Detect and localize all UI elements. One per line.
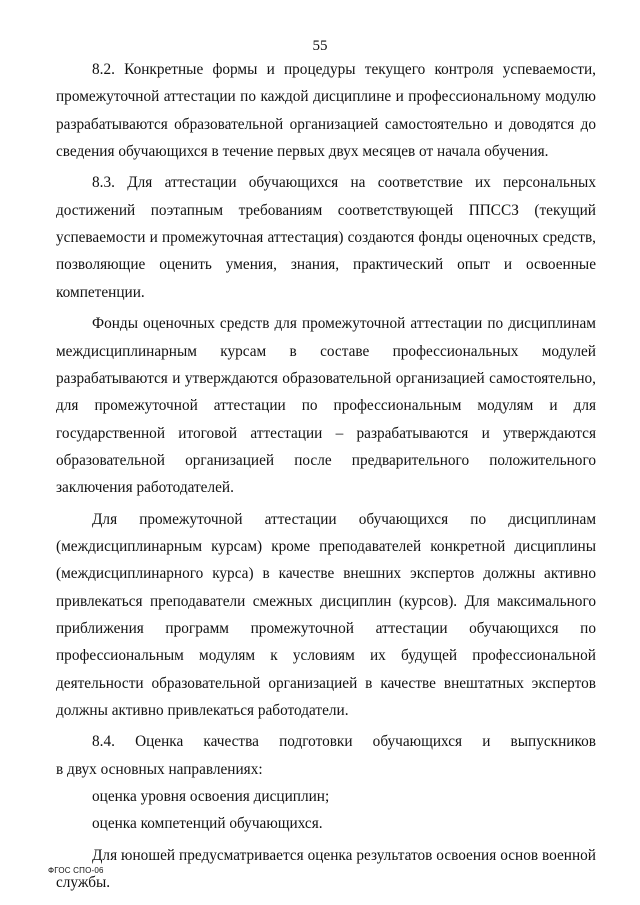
text-line: привлекаться преподаватели смежных дисциплин (курсов). Для максимального	[56, 592, 596, 610]
text-line: (междисциплинарного курса) в качестве внешних экспертов должны активно	[56, 565, 596, 583]
text-line: позволяющие оценить умения, знания, практический опыт и освоенные	[56, 256, 596, 274]
text-line: приближения программ промежуточной аттестации обучающихся по	[56, 620, 596, 637]
text-line: компетенции.	[56, 283, 145, 301]
footer-label: ФГОС СПО-06	[48, 866, 104, 875]
text-line: оценка уровня освоения дисциплин;	[92, 788, 330, 806]
text-line: разрабатываются и утверждаются образовательной организацией самостоятельно,	[56, 369, 596, 387]
text-line: Для промежуточной аттестации обучающихся по дисциплинам	[92, 510, 596, 528]
text-line: должны активно привлекаться работодатели.	[56, 702, 349, 720]
text-line: государственной итоговой аттестации – разрабатываются и утверждаются	[56, 424, 596, 442]
text-line: деятельности образовательной организацией в качестве внештатных экспертов	[56, 674, 596, 692]
text-line: разрабатываются образовательной организацией самостоятельно и доводятся до	[56, 115, 596, 133]
text-line: в двух основных направлениях:	[56, 760, 263, 778]
text-line: 8.3. Для аттестации обучающихся на соответствие их персональных	[92, 174, 596, 192]
text-line: заключения работодателей.	[56, 479, 234, 497]
text-line: профессиональным модулям к условиям их будущей профессиональной	[56, 647, 596, 665]
text-line: 8.4. Оценка качества подготовки обучающихся и выпускников	[92, 733, 596, 751]
text-line: достижений поэтапным требованиям соответствующей ППССЗ (текущий	[56, 201, 596, 219]
text-line: 8.2. Конкретные формы и процедуры текущего контроля успеваемости,	[92, 61, 596, 78]
text-line: междисциплинарным курсам в составе профессиональных модулей	[56, 342, 596, 360]
text-line: для промежуточной аттестации по профессиональным модулям и для	[56, 397, 596, 415]
text-line: промежуточной аттестации по каждой дисциплине и профессиональному модулю	[56, 88, 596, 106]
text-line: Фонды оценочных средств для промежуточной аттестации по дисциплинам	[92, 315, 596, 333]
text-line: образовательной организацией после предварительного положительного	[56, 451, 596, 469]
text-line: успеваемости и промежуточная аттестация) создаются фонды оценочных средств,	[56, 229, 596, 247]
text-line: оценка компетенций обучающихся.	[92, 815, 323, 833]
text-line: (междисциплинарным курсам) кроме преподавателей конкретной дисциплины	[56, 537, 596, 555]
text-line: Для юношей предусматривается оценка результатов освоения основ военной	[92, 846, 596, 864]
text-line: сведения обучающихся в течение первых двух месяцев от начала обучения.	[56, 143, 549, 161]
page-number: 55	[312, 38, 328, 54]
text-line: службы.	[56, 874, 111, 892]
